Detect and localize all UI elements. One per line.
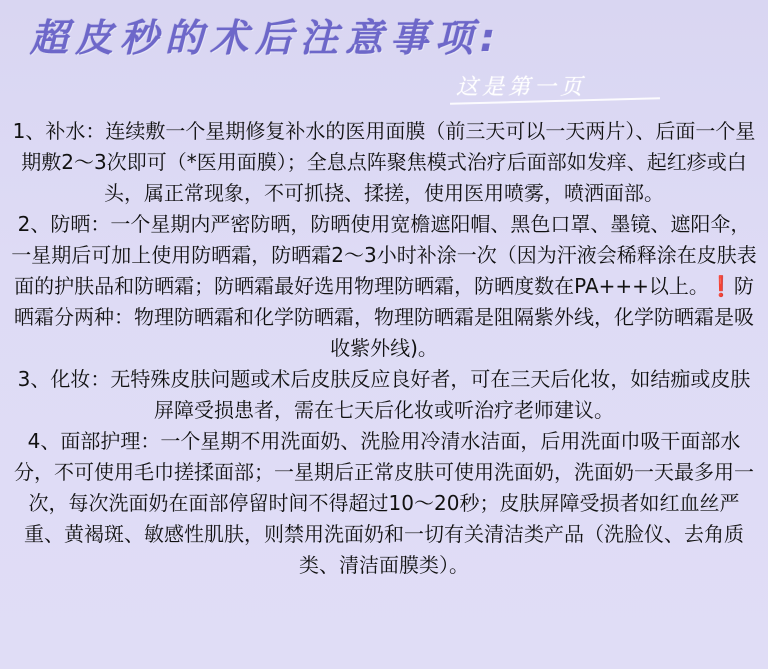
section-sun-protection-text-2: 防晒霜分两种：物理防晒霜和化学防晒霜，物理防晒霜是阻隔紫外线，化学防晒霜是吸收紫外线)。 (14, 274, 754, 360)
section-facial-care: 4、面部护理：一个星期不用洗面奶、洗脸用冷清水洁面，后用洗面巾吸干面部水分，不可使用毛巾搓揉面部；一星期后正常皮肤可使用洗面奶，洗面奶一天最多用一次，每次洗面奶在面部停留时间不得超过10～20秒；皮肤屏障受损者如红血丝严重、黄褐斑、敏感性肌肤，则禁用洗面奶和一切有关清洁类产品（洗脸仪、去角质类、清洁面膜类）。 (14, 429, 754, 577)
handwritten-note: 这是第一页 (456, 75, 587, 100)
document-body (10, 116, 758, 581)
title-colon: : (480, 16, 503, 60)
section-sun-protection-text-1: 2、防晒：一个星期内严密防晒，防晒使用宽檐遮阳帽、黑色口罩、墨镜、遮阳伞，一星期后可加上使用防晒霜，防晒霜2～3小时补涂一次（因为汗液会稀释涂在皮肤表面的护肤品和防晒霜；防晒霜最好选用物理防晒霜，防晒度数在PA+++以上。 (11, 212, 757, 298)
warning-icon: ❗ (708, 274, 734, 298)
page-title-text: 超皮秒的术后注意事项 (30, 16, 481, 60)
section-hydration: 1、补水：连续敷一个星期修复补水的医用面膜（前三天可以一天两片）、后面一个星期敷2～3次即可（*医用面膜）；全息点阵聚焦模式治疗后面部如发痒、起红疹或白头，属正常现象，不可抓挠、揉搓，使用医用喷雾，喷洒面部。 (12, 119, 756, 205)
page-title (30, 10, 730, 66)
section-sun-protection (10, 209, 758, 364)
section-makeup: 3、化妆：无特殊皮肤问题或术后皮肤反应良好者，可在三天后化妆，如结痂或皮肤屏障受损患者，需在七天后化妆或听治疗老师建议。 (17, 367, 751, 422)
